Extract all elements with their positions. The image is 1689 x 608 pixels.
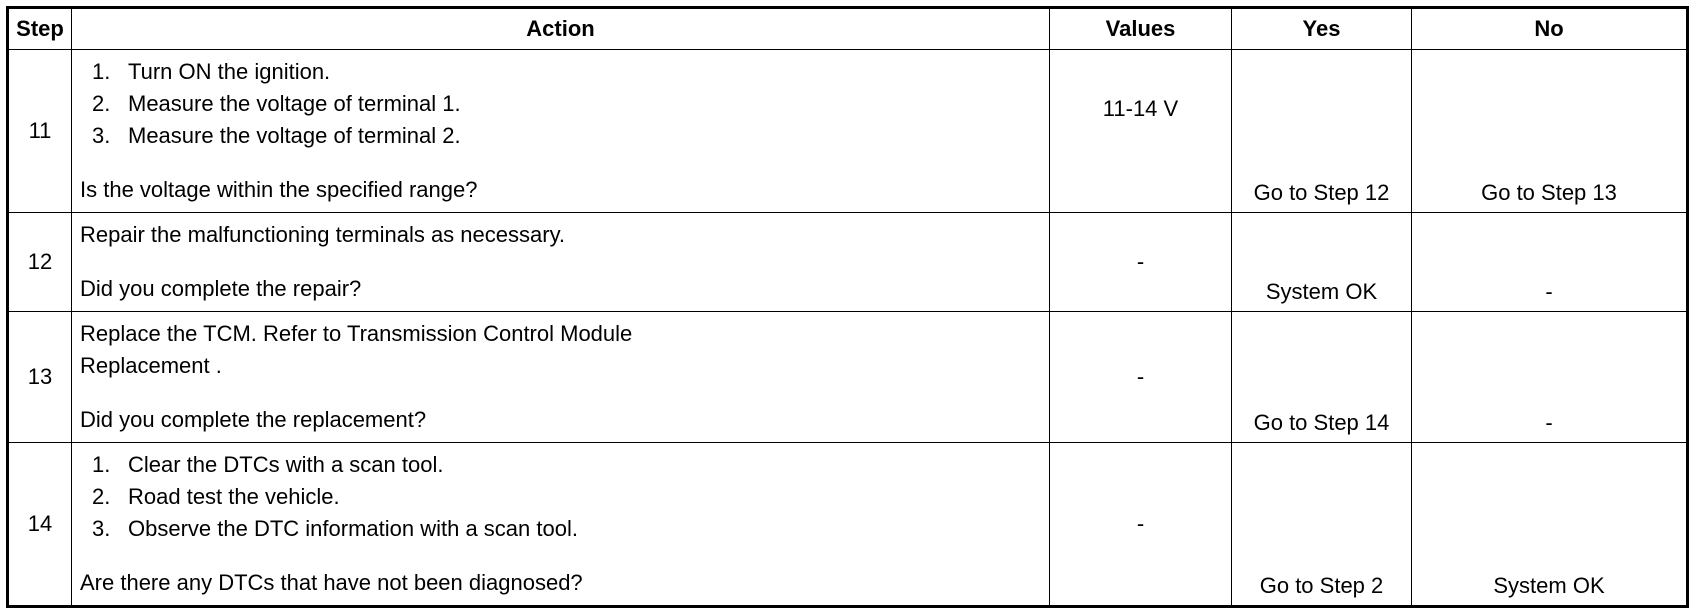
table-row [8, 443, 1688, 607]
yes-cell: Go to Step 12 [1232, 50, 1412, 213]
list-text: Observe the DTC information with a scan tool. [128, 516, 578, 541]
action-question: Are there any DTCs that have not been diagnosed? [80, 570, 583, 595]
list-text: Road test the vehicle. [128, 484, 340, 509]
header-action: Action [72, 8, 1050, 50]
diagnostic-table [6, 6, 1689, 608]
action-question: Is the voltage within the specified range? [80, 177, 478, 202]
header-row [8, 8, 1688, 50]
yes-cell: Go to Step 14 [1232, 312, 1412, 443]
action-cell [72, 50, 1050, 213]
header-values: Values [1050, 8, 1232, 50]
table-row [8, 213, 1688, 312]
table-row [8, 50, 1688, 213]
action-instruction: Replace the TCM. Refer to Transmission Control Module Replacement . [80, 321, 633, 378]
header-yes: Yes [1232, 8, 1412, 50]
yes-cell: Go to Step 2 [1232, 443, 1412, 607]
values-cell [1050, 50, 1232, 213]
list-number: 1. [92, 59, 111, 84]
header-no: No [1412, 8, 1688, 50]
yes-cell: System OK [1232, 213, 1412, 312]
action-cell [72, 443, 1050, 607]
list-number: 3. [92, 516, 111, 541]
list-item [80, 513, 1041, 545]
list-number: 3. [92, 123, 111, 148]
table-row [8, 312, 1688, 443]
list-item [80, 449, 1041, 481]
step-number: 13 [8, 312, 72, 443]
action-instruction: Repair the malfunctioning terminals as necessary. [80, 222, 566, 247]
list-number: 1. [92, 452, 111, 477]
action-question: Did you complete the repair? [80, 276, 362, 301]
action-cell [72, 312, 1050, 443]
list-text: Clear the DTCs with a scan tool. [128, 452, 444, 477]
values-cell: - [1050, 312, 1232, 443]
step-number: 12 [8, 213, 72, 312]
values-cell: - [1050, 443, 1232, 607]
no-cell: Go to Step 13 [1412, 50, 1688, 213]
diagnostic-table-container [6, 6, 1689, 608]
action-question: Did you complete the replacement? [80, 407, 427, 432]
list-text: Turn ON the ignition. [128, 59, 331, 84]
list-number: 2. [92, 484, 111, 509]
action-steps-list [80, 449, 1041, 545]
values-cell: - [1050, 213, 1232, 312]
action-cell [72, 213, 1050, 312]
action-steps-list [80, 56, 1041, 152]
no-cell: System OK [1412, 443, 1688, 607]
values-text: 11-14 V [1102, 96, 1179, 121]
list-item [80, 481, 1041, 513]
no-cell: - [1412, 213, 1688, 312]
list-number: 2. [92, 91, 111, 116]
list-text: Measure the voltage of terminal 2. [128, 123, 461, 148]
no-cell: - [1412, 312, 1688, 443]
step-number: 11 [8, 50, 72, 213]
list-item [80, 120, 1041, 152]
list-item [80, 56, 1041, 88]
header-step: Step [8, 8, 72, 50]
list-item [80, 88, 1041, 120]
step-number: 14 [8, 443, 72, 607]
list-text: Measure the voltage of terminal 1. [128, 91, 461, 116]
